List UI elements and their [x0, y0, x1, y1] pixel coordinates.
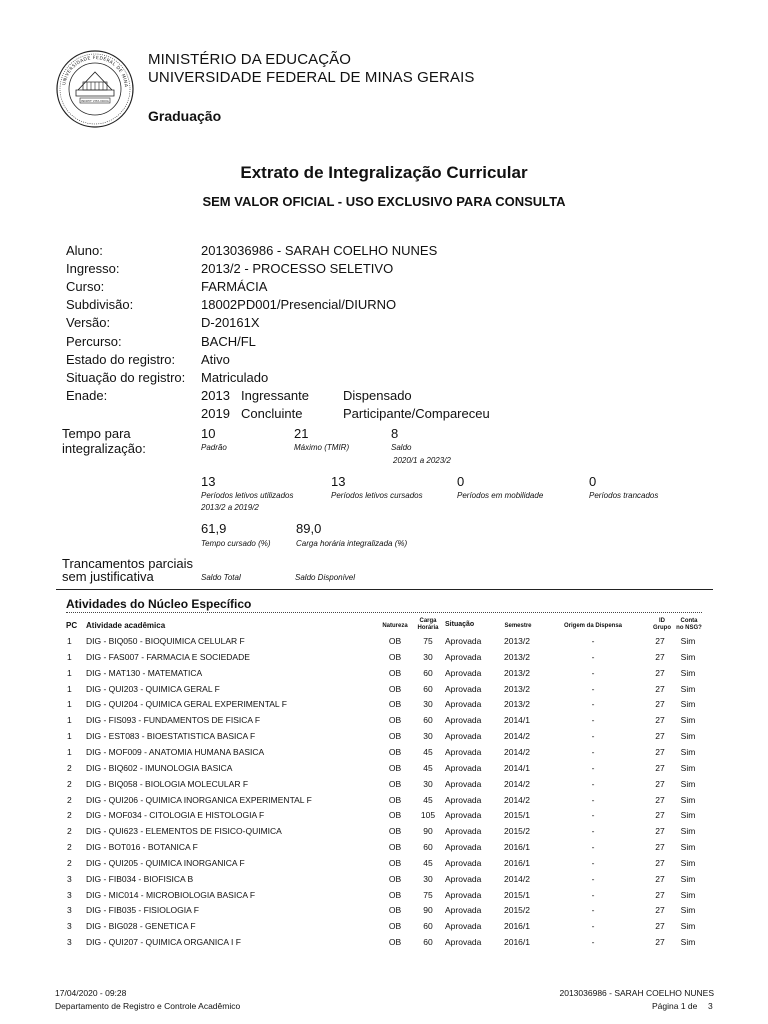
cell-atividade: DIG - BIQ058 - BIOLOGIA MOLECULAR F — [86, 778, 249, 789]
cell-natureza: OB — [388, 667, 402, 678]
cell-pc: 1 — [67, 746, 72, 757]
cell-carga: 90 — [423, 905, 433, 916]
col-carga-1: Carga — [419, 618, 437, 624]
cell-natureza: OB — [388, 651, 402, 662]
cell-natureza: OB — [388, 905, 402, 916]
cell-carga: 45 — [423, 857, 433, 868]
cell-semestre: 2016/1 — [504, 842, 530, 853]
section-divider — [56, 589, 713, 590]
table-row — [0, 763, 768, 779]
cell-origem: - — [591, 889, 595, 900]
cell-natureza: OB — [388, 715, 402, 726]
table-row — [0, 921, 768, 937]
cell-atividade: DIG - QUI623 - ELEMENTOS DE FISICO-QUIMICA — [86, 826, 282, 837]
col-grupo-2: Grupo — [653, 625, 671, 631]
cell-situacao: Aprovada — [445, 810, 482, 821]
cell-situacao: Aprovada — [445, 636, 482, 646]
saldo-total-caption: Saldo Total — [201, 573, 241, 582]
cell-grupo: 27 — [655, 905, 665, 916]
cell-conta: Sim — [680, 683, 696, 694]
cell-situacao: Aprovada — [445, 889, 482, 900]
cell-semestre: 2013/2 — [504, 636, 530, 646]
cell-origem: - — [591, 651, 595, 662]
mobilidade-value: 0 — [457, 474, 465, 489]
cell-carga: 60 — [423, 667, 433, 678]
university-seal-logo — [56, 50, 134, 128]
col-situacao: Situação — [445, 621, 475, 628]
cell-carga: 30 — [423, 873, 433, 884]
cell-atividade: DIG - MAT130 - MATEMATICA — [86, 667, 203, 678]
saldo-value: 8 — [391, 426, 399, 441]
tempo-label-1: Tempo para — [62, 426, 131, 441]
maximo-value: 21 — [294, 426, 309, 441]
cell-natureza: OB — [388, 810, 402, 821]
cell-pc: 3 — [67, 889, 72, 900]
cell-origem: - — [591, 683, 595, 694]
seal-ring-text: UNIVERSIDADE FEDERAL DE MINA — [62, 55, 129, 88]
field-label: Versão: — [66, 315, 111, 331]
mobilidade-caption: Períodos em mobilidade — [457, 491, 544, 500]
cell-semestre: 2016/1 — [504, 857, 530, 868]
cell-atividade: DIG - BIQ602 - IMUNOLOGIA BASICA — [86, 762, 233, 773]
cell-pc: 1 — [67, 651, 72, 662]
cell-origem: - — [591, 873, 595, 884]
cell-origem: - — [591, 794, 595, 805]
cell-semestre: 2014/2 — [504, 794, 530, 805]
cell-grupo: 27 — [655, 683, 665, 694]
cell-situacao: Aprovada — [445, 731, 482, 742]
cell-grupo: 27 — [655, 921, 665, 932]
footer-page-label: Página 1 de — [652, 1001, 698, 1011]
cell-origem: - — [591, 937, 595, 948]
cell-origem: - — [591, 810, 595, 821]
cell-pc: 1 — [67, 683, 72, 694]
cell-carga: 60 — [423, 842, 433, 853]
field-label: Aluno: — [66, 243, 103, 258]
cell-carga: 90 — [423, 826, 433, 837]
cell-natureza: OB — [388, 937, 402, 948]
cell-origem: - — [591, 857, 595, 868]
table-row — [0, 636, 768, 652]
cell-atividade: DIG - MOF034 - CITOLOGIA E HISTOLOGIA F — [86, 810, 265, 821]
table-row — [0, 890, 768, 906]
cell-carga: 45 — [423, 746, 433, 757]
cursados-caption: Períodos letivos cursados — [331, 491, 423, 500]
table-row — [0, 810, 768, 826]
cell-grupo: 27 — [655, 746, 665, 757]
cell-conta: Sim — [680, 746, 696, 757]
cell-natureza: OB — [388, 842, 402, 853]
field-value: D-20161X — [201, 315, 260, 331]
field-value: Ativo — [201, 351, 230, 367]
tempo-label-2: integralização: — [62, 441, 146, 456]
cell-atividade: DIG - QUI205 - QUIMICA INORGANICA F — [86, 857, 245, 868]
carga-integralizada-caption: Carga horária integralizada (%) — [296, 539, 408, 548]
cell-semestre: 2014/2 — [504, 731, 530, 742]
cell-semestre: 2014/2 — [504, 746, 530, 757]
footer-datetime: 17/04/2020 - 09:28 — [55, 988, 127, 998]
field-label: Situação do registro: — [66, 369, 186, 385]
cell-situacao: Aprovada — [445, 715, 482, 726]
tempo-cursado-caption: Tempo cursado (%) — [201, 539, 271, 548]
table-row — [0, 842, 768, 858]
cell-atividade: DIG - FIB035 - FISIOLOGIA F — [86, 905, 199, 916]
cell-atividade: DIG - BIG028 - GENETICA F — [86, 921, 196, 932]
cell-semestre: 2013/2 — [504, 667, 530, 678]
col-semestre: Semestre — [504, 623, 532, 629]
cell-pc: 2 — [67, 762, 72, 773]
cell-conta: Sim — [680, 842, 696, 853]
cell-carga: 30 — [423, 651, 433, 662]
cell-pc: 2 — [67, 826, 72, 837]
cell-grupo: 27 — [655, 794, 665, 805]
cell-situacao: Aprovada — [445, 905, 482, 916]
ministry-title: MINISTÉRIO DA EDUCAÇÃO — [148, 51, 352, 68]
cell-grupo: 27 — [655, 762, 665, 773]
cell-origem: - — [591, 762, 595, 773]
cell-carga: 45 — [423, 762, 433, 773]
trancamentos-label-1: Trancamentos parciais — [62, 556, 194, 571]
cell-semestre: 2016/1 — [504, 921, 530, 932]
cell-grupo: 27 — [655, 889, 665, 900]
cell-pc: 1 — [67, 731, 72, 742]
cell-origem: - — [591, 667, 595, 678]
enade-2-status: Participante/Compareceu — [343, 406, 490, 421]
cell-grupo: 27 — [655, 810, 665, 821]
table-row — [0, 652, 768, 668]
table-row — [0, 779, 768, 795]
field-value: 18002PD001/Presencial/DIURNO — [201, 297, 397, 313]
cell-atividade: DIG - MIC014 - MICROBIOLOGIA BASICA F — [86, 889, 256, 900]
cell-pc: 1 — [67, 715, 72, 726]
cell-natureza: OB — [388, 699, 402, 710]
cell-conta: Sim — [680, 715, 696, 726]
cell-conta: Sim — [680, 810, 696, 821]
cell-origem: - — [591, 921, 595, 932]
cell-grupo: 27 — [655, 857, 665, 868]
cell-conta: Sim — [680, 636, 696, 646]
cell-pc: 1 — [67, 667, 72, 678]
utilizados-range: 2013/2 a 2019/2 — [201, 503, 259, 512]
field-value: Matriculado — [201, 369, 269, 385]
field-value: 2013036986 - SARAH COELHO NUNES — [201, 243, 438, 258]
cell-natureza: OB — [388, 857, 402, 868]
enade-2-year: 2019 — [201, 406, 230, 421]
saldo-range: 2020/1 a 2023/2 — [393, 456, 451, 465]
page-subtitle: SEM VALOR OFICIAL - USO EXCLUSIVO PARA CONSULTA — [202, 194, 566, 209]
cell-natureza: OB — [388, 746, 402, 757]
cell-origem: - — [591, 842, 595, 853]
cell-conta: Sim — [680, 937, 696, 948]
padrao-caption: Padrão — [201, 443, 227, 452]
cell-semestre: 2013/2 — [504, 699, 530, 710]
cell-natureza: OB — [388, 794, 402, 805]
cell-grupo: 27 — [655, 731, 665, 742]
footer-page-total: 3 — [708, 1001, 713, 1011]
cell-grupo: 27 — [655, 667, 665, 678]
cell-situacao: Aprovada — [445, 937, 482, 948]
section-title: Atividades do Núcleo Específico — [66, 597, 252, 611]
cell-carga: 60 — [423, 921, 433, 932]
cell-carga: 60 — [423, 937, 433, 948]
cell-grupo: 27 — [655, 699, 665, 710]
footer-student: 2013036986 - SARAH COELHO NUNES — [559, 988, 714, 998]
enade-1-type: Ingressante — [241, 388, 309, 403]
cell-natureza: OB — [388, 762, 402, 773]
cell-natureza: OB — [388, 873, 402, 884]
cell-conta: Sim — [680, 699, 696, 710]
col-origem: Origem da Dispensa — [563, 623, 623, 629]
table-row — [0, 874, 768, 890]
cell-situacao: Aprovada — [445, 842, 482, 853]
enade-1-year: 2013 — [201, 388, 230, 403]
cell-atividade: DIG - QUI206 - QUIMICA INORGANICA EXPERIMENTAL F — [86, 794, 312, 805]
cell-atividade: DIG - QUI207 - QUIMICA ORGANICA I F — [86, 937, 241, 948]
col-grupo-1: ID — [659, 618, 665, 624]
cell-semestre: 2013/2 — [504, 683, 530, 694]
cell-carga: 30 — [423, 778, 433, 789]
cell-origem: - — [591, 636, 595, 646]
field-value: FARMÁCIA — [201, 279, 268, 295]
cell-semestre: 2014/2 — [504, 873, 530, 884]
cell-grupo: 27 — [655, 651, 665, 662]
cell-carga: 75 — [423, 636, 433, 646]
field-label: Estado do registro: — [66, 351, 176, 367]
table-row — [0, 684, 768, 700]
cell-pc: 3 — [67, 873, 72, 884]
col-natureza: Natureza — [382, 623, 408, 629]
tempo-cursado-value: 61,9 — [201, 521, 227, 536]
cell-situacao: Aprovada — [445, 921, 482, 932]
padrao-value: 10 — [201, 426, 216, 441]
cell-carga: 45 — [423, 794, 433, 805]
enade-label: Enade: — [66, 388, 108, 403]
cell-grupo: 27 — [655, 778, 665, 789]
cell-atividade: DIG - FIS093 - FUNDAMENTOS DE FISICA F — [86, 715, 261, 726]
cell-grupo: 27 — [655, 937, 665, 948]
table-row — [0, 858, 768, 874]
cell-pc: 3 — [67, 905, 72, 916]
cell-atividade: DIG - MOF009 - ANATOMIA HUMANA BASICA — [86, 746, 265, 757]
cell-grupo: 27 — [655, 873, 665, 884]
cell-semestre: 2015/1 — [504, 810, 530, 821]
cell-pc: 2 — [67, 857, 72, 868]
field-value: BACH/FL — [201, 333, 256, 349]
trancamentos-label-2: sem justificativa — [62, 569, 154, 584]
cell-carga: 105 — [420, 810, 436, 821]
cell-origem: - — [591, 715, 595, 726]
table-row — [0, 795, 768, 811]
cell-atividade: DIG - BOT016 - BOTANICA F — [86, 842, 198, 853]
cell-pc: 2 — [67, 810, 72, 821]
cell-conta: Sim — [680, 921, 696, 932]
cell-atividade: DIG - EST083 - BIOESTATISTICA BASICA F — [86, 731, 256, 742]
col-conta-2: no NSG? — [676, 625, 702, 631]
cell-carga: 60 — [423, 715, 433, 726]
field-label: Percurso: — [66, 333, 122, 349]
cell-conta: Sim — [680, 873, 696, 884]
trancados-caption: Períodos trancados — [589, 491, 659, 500]
cell-grupo: 27 — [655, 826, 665, 837]
saldo-caption: Saldo — [391, 443, 412, 452]
col-pc: PC — [66, 621, 78, 630]
cell-semestre: 2014/1 — [504, 715, 530, 726]
utilizados-value: 13 — [201, 474, 216, 489]
table-row — [0, 747, 768, 763]
cursados-value: 13 — [331, 474, 346, 489]
cell-conta: Sim — [680, 651, 696, 662]
cell-conta: Sim — [680, 857, 696, 868]
cell-situacao: Aprovada — [445, 683, 482, 694]
cell-conta: Sim — [680, 731, 696, 742]
cell-atividade: DIG - QUI203 - QUIMICA GERAL F — [86, 683, 220, 694]
trancados-value: 0 — [589, 474, 597, 489]
cell-pc: 3 — [67, 937, 72, 948]
cell-situacao: Aprovada — [445, 746, 482, 757]
cell-natureza: OB — [388, 731, 402, 742]
field-label: Subdivisão: — [66, 297, 134, 313]
cell-grupo: 27 — [655, 715, 665, 726]
section-dotted-line — [66, 612, 702, 613]
cell-natureza: OB — [388, 826, 402, 837]
cell-origem: - — [591, 699, 595, 710]
cell-carga: 60 — [423, 683, 433, 694]
cell-situacao: Aprovada — [445, 778, 482, 789]
col-atividade: Atividade acadêmica — [86, 621, 166, 630]
cell-conta: Sim — [680, 794, 696, 805]
cell-origem: - — [591, 778, 595, 789]
cell-situacao: Aprovada — [445, 794, 482, 805]
cell-conta: Sim — [680, 826, 696, 837]
enade-1-status: Dispensado — [343, 388, 412, 403]
cell-situacao: Aprovada — [445, 826, 482, 837]
cell-pc: 2 — [67, 778, 72, 789]
cell-situacao: Aprovada — [445, 857, 482, 868]
table-row — [0, 668, 768, 684]
seal-motto: INCIPIT VITA NOVA — [81, 99, 109, 103]
university-title: UNIVERSIDADE FEDERAL DE MINAS GERAIS — [148, 69, 475, 86]
carga-integralizada-value: 89,0 — [296, 521, 322, 536]
cell-pc: 2 — [67, 794, 72, 805]
cell-situacao: Aprovada — [445, 762, 482, 773]
cell-atividade: DIG - FIB034 - BIOFISICA B — [86, 873, 194, 884]
table-row — [0, 699, 768, 715]
cell-origem: - — [591, 826, 595, 837]
field-label: Curso: — [66, 279, 105, 295]
col-carga-2: Horária — [417, 625, 439, 631]
level-label: Graduação — [148, 108, 222, 124]
cell-natureza: OB — [388, 921, 402, 932]
cell-pc: 1 — [67, 636, 72, 646]
cell-natureza: OB — [388, 636, 402, 646]
cell-origem: - — [591, 731, 595, 742]
cell-grupo: 27 — [655, 842, 665, 853]
cell-semestre: 2015/2 — [504, 905, 530, 916]
cell-semestre: 2016/1 — [504, 937, 530, 948]
cell-pc: 3 — [67, 921, 72, 932]
field-value: 2013/2 - PROCESSO SELETIVO — [201, 261, 394, 277]
table-row — [0, 905, 768, 921]
field-label: Ingresso: — [66, 261, 120, 277]
cell-conta: Sim — [680, 889, 696, 900]
table-row — [0, 937, 768, 953]
saldo-disponivel-caption: Saldo Disponível — [295, 573, 356, 582]
cell-atividade: DIG - BIQ050 - BIOQUIMICA CELULAR F — [86, 636, 245, 646]
cell-situacao: Aprovada — [445, 667, 482, 678]
cell-conta: Sim — [680, 762, 696, 773]
cell-semestre: 2014/2 — [504, 778, 530, 789]
cell-situacao: Aprovada — [445, 651, 482, 662]
cell-origem: - — [591, 746, 595, 757]
footer-department: Departamento de Registro e Controle Acadêmico — [55, 1001, 241, 1011]
cell-atividade: DIG - QUI204 - QUIMICA GERAL EXPERIMENTAL F — [86, 699, 287, 710]
cell-situacao: Aprovada — [445, 699, 482, 710]
cell-semestre: 2014/1 — [504, 762, 530, 773]
cell-natureza: OB — [388, 778, 402, 789]
table-row — [0, 731, 768, 747]
table-row — [0, 715, 768, 731]
page-title: Extrato de Integralização Curricular — [240, 163, 528, 182]
cell-natureza: OB — [388, 889, 402, 900]
cell-semestre: 2015/1 — [504, 889, 530, 900]
cell-conta: Sim — [680, 905, 696, 916]
cell-conta: Sim — [680, 667, 696, 678]
maximo-caption: Máximo (TMIR) — [294, 443, 350, 452]
cell-pc: 1 — [67, 699, 72, 710]
cell-carga: 30 — [423, 699, 433, 710]
cell-conta: Sim — [680, 778, 696, 789]
cell-natureza: OB — [388, 683, 402, 694]
cell-carga: 75 — [423, 889, 433, 900]
cell-carga: 30 — [423, 731, 433, 742]
cell-grupo: 27 — [655, 636, 665, 646]
utilizados-caption: Períodos letivos utilizados — [201, 491, 294, 500]
enade-2-type: Concluinte — [241, 406, 303, 421]
cell-semestre: 2013/2 — [504, 651, 530, 662]
col-conta-1: Conta — [680, 618, 698, 624]
cell-situacao: Aprovada — [445, 873, 482, 884]
cell-pc: 2 — [67, 842, 72, 853]
cell-atividade: DIG - FAS007 - FARMACIA E SOCIEDADE — [86, 651, 250, 662]
cell-origem: - — [591, 905, 595, 916]
table-row — [0, 826, 768, 842]
cell-semestre: 2015/2 — [504, 826, 530, 837]
